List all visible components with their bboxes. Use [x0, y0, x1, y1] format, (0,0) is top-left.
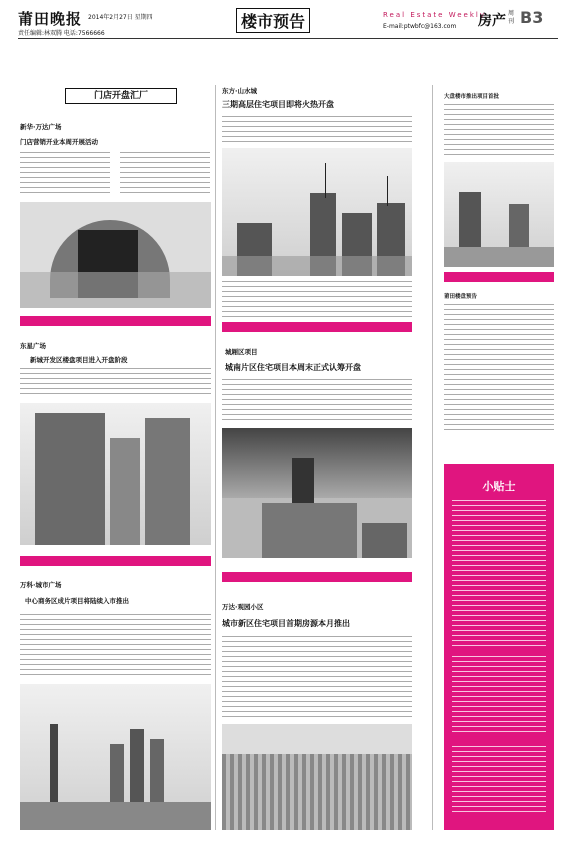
sidebar-body: [452, 500, 546, 650]
column-divider: [432, 85, 433, 830]
page-number: B3: [520, 8, 544, 27]
accent-bar: [222, 322, 412, 332]
masthead-rule: [18, 38, 558, 39]
article-headline: 莆田楼盘预告: [444, 294, 478, 300]
article-body: [444, 104, 554, 159]
editor-line: 责任编辑:林双腾 电话:7566666: [18, 30, 105, 37]
article-kicker: 万达·观园小区: [222, 603, 264, 611]
article-body: [20, 614, 211, 679]
article-body: [222, 281, 412, 317]
article-headline: 中心商务区成片项目将陆续入市推出: [25, 597, 129, 605]
article-body: [222, 636, 412, 718]
article-kicker: 东星广场: [20, 342, 46, 350]
highrise-photo: [444, 162, 554, 267]
tips-sidebar: [444, 464, 554, 830]
article-headline: 新城开发区楼盘项目进入开盘阶段: [30, 356, 128, 364]
paper-section-name: 房产: [478, 13, 506, 29]
accent-bar: [444, 272, 554, 282]
article-headline: 门店营销开业本周开展活动: [20, 138, 98, 146]
newspaper-logo: 莆田晚报: [18, 10, 83, 28]
skyline-photo: [20, 684, 211, 830]
sidebar-body: [452, 656, 546, 736]
section-title: 楼市预告: [236, 8, 310, 33]
article-body: [222, 379, 412, 424]
article-kicker: 城厢区项目: [225, 348, 258, 356]
sidebar-title: 小贴士: [482, 480, 516, 493]
article-headline: 三期高层住宅项目即将火热开盘: [222, 100, 334, 109]
article-body: [222, 116, 412, 144]
article-kicker: 万科·城市广场: [20, 581, 62, 589]
construction-photo: [222, 148, 412, 276]
box-title: 门店开盘汇厂: [65, 88, 177, 104]
article-headline: 城南片区住宅项目本周末正式认筹开盘: [225, 363, 361, 372]
article-body: [20, 368, 211, 398]
article-kicker: 新华·万达广场: [20, 123, 62, 131]
article-body: [444, 304, 554, 434]
article-headline: 城市新区住宅项目首期房源本月推出: [222, 619, 350, 628]
accent-bar: [20, 316, 211, 326]
article-headline: 大盘楼市推出项目首批: [444, 94, 500, 100]
building-photo: [20, 403, 211, 545]
column-divider: [215, 85, 216, 830]
tower-photo: [222, 428, 412, 558]
weekly-mark: 周刊: [508, 10, 515, 25]
article-body: [120, 152, 210, 197]
weekly-label: Real Estate Weekly: [383, 11, 486, 19]
sidebar-body: [452, 746, 546, 816]
masthead: [18, 8, 558, 38]
article-body: [20, 152, 110, 197]
accent-bar: [222, 572, 412, 582]
email-address: E-mail:ptwbfc@163.com: [383, 23, 457, 30]
article-kicker: 东方·山水城: [222, 87, 257, 95]
aerial-photo: [222, 724, 412, 830]
event-photo: [20, 202, 211, 308]
issue-date: 2014年2月27日 星期四: [88, 14, 153, 21]
accent-bar: [20, 556, 211, 566]
